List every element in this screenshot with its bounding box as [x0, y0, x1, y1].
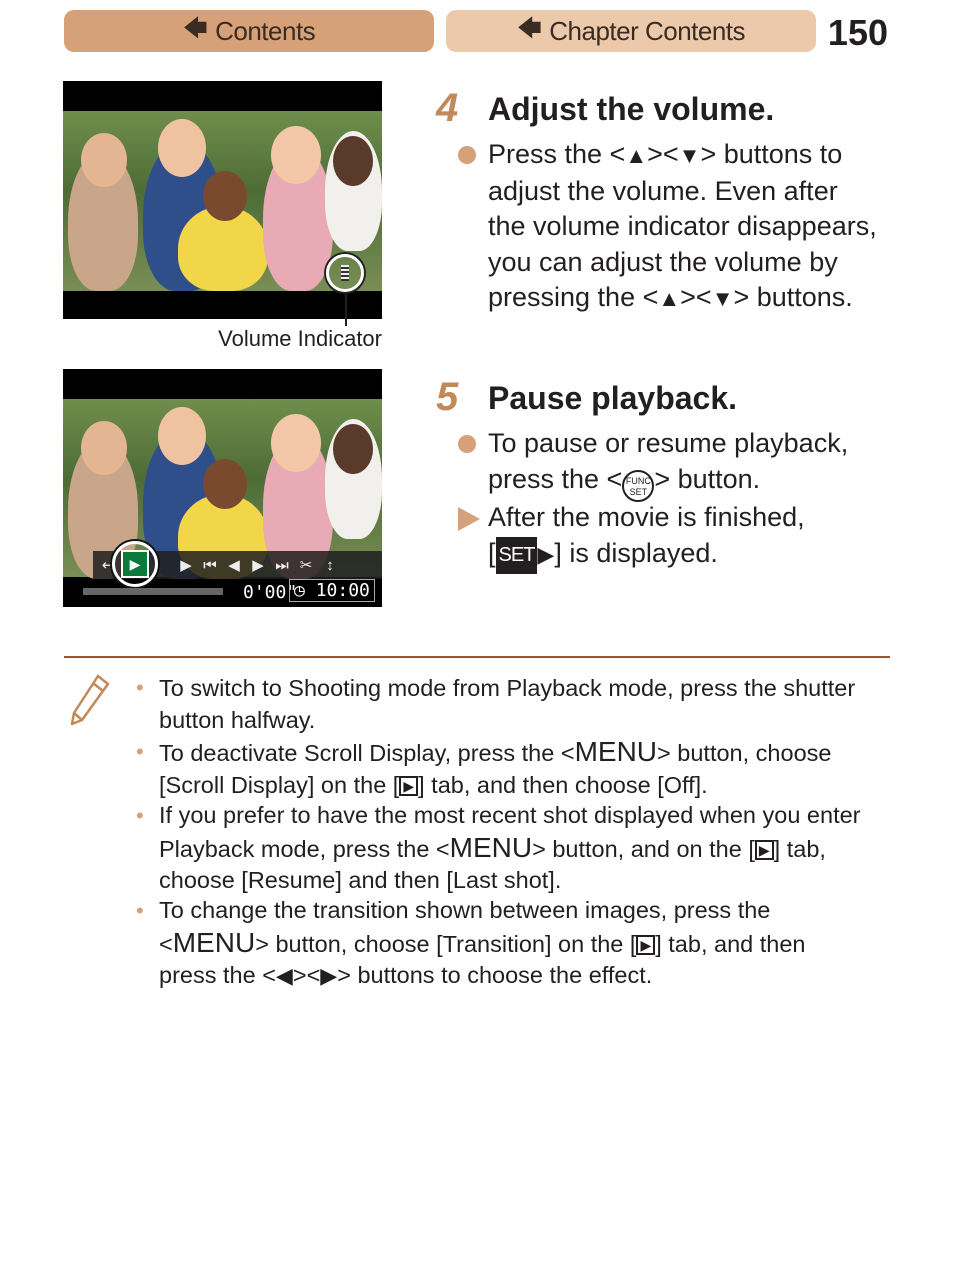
- down-arrow-icon: ▼: [711, 286, 734, 311]
- page-number: 150: [827, 12, 888, 53]
- playback-tab-icon: ▶: [636, 935, 655, 955]
- up-arrow-icon: ▲: [658, 286, 681, 311]
- note-4: To change the transition shown between images, press the <MENU> button, choose [Transition] on the [ ▶ ] tab, and then press the <◀><▶> buttons to choose the effect.: [159, 897, 806, 988]
- step-title-5: Pause playback.: [488, 380, 738, 416]
- step-4-line-4: you can adjust the volume by: [488, 246, 838, 277]
- step-4-line-2: adjust the volume. Even after: [488, 175, 838, 206]
- chapter-contents-button[interactable]: [446, 10, 816, 52]
- step-5-result: [488, 500, 908, 574]
- down-arrow-icon: ▼: [678, 143, 701, 168]
- pencil-icon: [68, 672, 112, 728]
- playback-photo-controls: [63, 369, 382, 607]
- time-total: [289, 579, 375, 602]
- step-4-line-5: pressing the <▲><▼> buttons.: [488, 282, 853, 312]
- menu-button-icon: MENU: [172, 926, 256, 958]
- step-4-line-1: Press the <▲><▼> buttons to: [488, 139, 843, 169]
- slow-motion-icon: ▶: [180, 557, 192, 574]
- contents-button[interactable]: [64, 10, 434, 52]
- first-frame-icon: ⏮: [203, 556, 217, 574]
- caption-leader-line: [345, 292, 347, 326]
- step-5-line-1: To pause or resume playback,: [488, 428, 849, 458]
- note-bullet: •: [136, 739, 144, 764]
- set-icon: SET: [496, 537, 538, 575]
- contents-label: Contents: [215, 15, 316, 46]
- volume-indicator-icon: [326, 254, 364, 292]
- note-bullet: •: [136, 675, 144, 700]
- right-arrow-icon: ▶: [320, 963, 338, 988]
- clock-icon: ◷: [294, 580, 305, 601]
- step-number-4: 4: [436, 86, 459, 130]
- step-4-line-3: the volume indicator disappears,: [488, 211, 877, 241]
- time-elapsed: 0'00": [243, 582, 298, 603]
- step-5-result-line-1: After the movie is finished,: [488, 502, 805, 532]
- play-icon: ▶: [537, 541, 555, 567]
- step-5-result-line-2: [ SET ▶] is displayed.: [488, 536, 908, 575]
- note-1: To switch to Shooting mode from Playback mode, press the shutter button halfway.: [159, 675, 856, 733]
- menu-button-icon: MENU: [574, 736, 658, 767]
- playback-photo-volume: [63, 81, 382, 319]
- step-5-body: [488, 426, 908, 502]
- section-divider: [64, 656, 890, 658]
- back-arrow-icon: 🡄: [516, 14, 542, 42]
- note-2: To deactivate Scroll Display, press the <MENU> button, choose [Scroll Display] on the [ ▶ ] tab, and then choose [Off].: [159, 736, 832, 798]
- scissors-icon: ✂: [299, 557, 313, 574]
- step-5-line-2: press the < FUNC SET > button.: [488, 462, 908, 502]
- playback-tab-icon: ▶: [755, 840, 774, 860]
- play-icon: ▶: [121, 550, 149, 578]
- volume-indicator-caption: Volume Indicator: [218, 326, 382, 351]
- step-title-4: Adjust the volume.: [488, 91, 775, 127]
- up-arrow-icon: ▲: [625, 143, 648, 168]
- left-arrow-icon: ◀: [275, 963, 293, 988]
- playback-tab-icon: ▶: [399, 776, 418, 796]
- bullet-dot: [458, 435, 476, 453]
- bullet-dot: [458, 146, 476, 164]
- func-set-button-icon: FUNC SET: [622, 470, 654, 502]
- note-3: If you prefer to have the most recent shot displayed when you enter Playback mode, press the <MENU> button, and on the [ ▶ ] tab, choose [Resume] and then [Last shot].: [159, 802, 861, 893]
- chapter-contents-label: Chapter Contents: [549, 15, 746, 46]
- step-number-5: 5: [436, 375, 459, 419]
- menu-button-icon: MENU: [449, 831, 533, 863]
- step-4-body: [488, 137, 908, 317]
- last-frame-icon: ⏭: [275, 556, 289, 574]
- result-arrow-icon: [458, 507, 480, 531]
- time-total-value: 10:00: [315, 580, 370, 601]
- volume-icon: ↕: [326, 556, 334, 574]
- playback-progress-bar: [83, 588, 223, 595]
- next-frame-icon: ▶: [252, 557, 264, 574]
- note-bullet: •: [136, 803, 144, 828]
- previous-frame-icon: ◀: [228, 557, 240, 574]
- exit-icon: ↵: [101, 557, 115, 574]
- note-bullet: •: [136, 898, 144, 923]
- back-arrow-icon: 🡄: [182, 14, 208, 42]
- play-button-highlight: [112, 541, 158, 587]
